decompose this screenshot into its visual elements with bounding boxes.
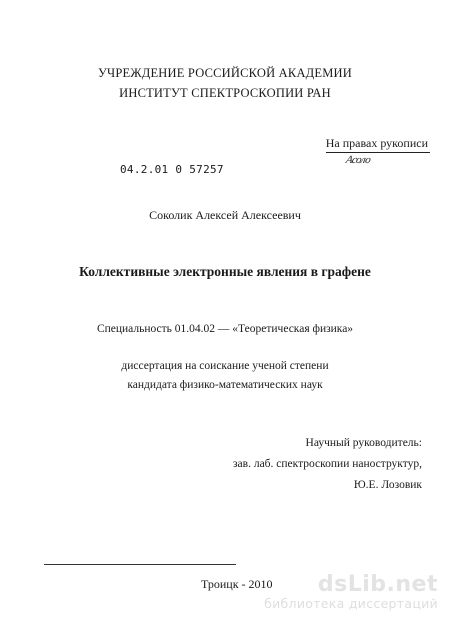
specialty-line: Специальность 01.04.02 — «Теоретическая физика» bbox=[96, 323, 354, 335]
supervisor-name: Ю.Е. Лозовик bbox=[353, 479, 422, 491]
dissertation-title: Коллективные электронные явления в графене bbox=[79, 264, 371, 279]
institution-line-1: УЧРЕЖДЕНИЕ РОССИЙСКОЙ АКАДЕМИИ bbox=[97, 66, 353, 80]
rights-block bbox=[326, 136, 428, 151]
handwritten-signature: Асоло bbox=[344, 154, 372, 166]
institution-line-2: ИНСТИТУТ СПЕКТРОСКОПИИ РАН bbox=[119, 86, 331, 100]
degree-line-2: кандидата физико-математических наук bbox=[127, 379, 323, 391]
degree-line-1: диссертация на соискание ученой степени bbox=[121, 360, 329, 372]
watermark-subtitle: библиотека диссертаций bbox=[264, 596, 438, 611]
rights-underline bbox=[326, 152, 430, 153]
author-name: Соколик Алексей Алексеевич bbox=[149, 208, 301, 222]
supervisor-label: Научный руководитель: bbox=[305, 437, 422, 449]
manuscript-rights-label: На правах рукописи bbox=[325, 136, 428, 150]
supervisor-position: зав. лаб. спектроскопии наноструктур, bbox=[233, 458, 422, 470]
registration-stamp: 04.2.01 0 57257 bbox=[120, 163, 224, 176]
watermark-logo: dsLib.net bbox=[317, 572, 438, 597]
watermark bbox=[264, 574, 438, 612]
city-year: Троицк - 2010 bbox=[201, 577, 273, 591]
footer-rule bbox=[44, 564, 236, 565]
